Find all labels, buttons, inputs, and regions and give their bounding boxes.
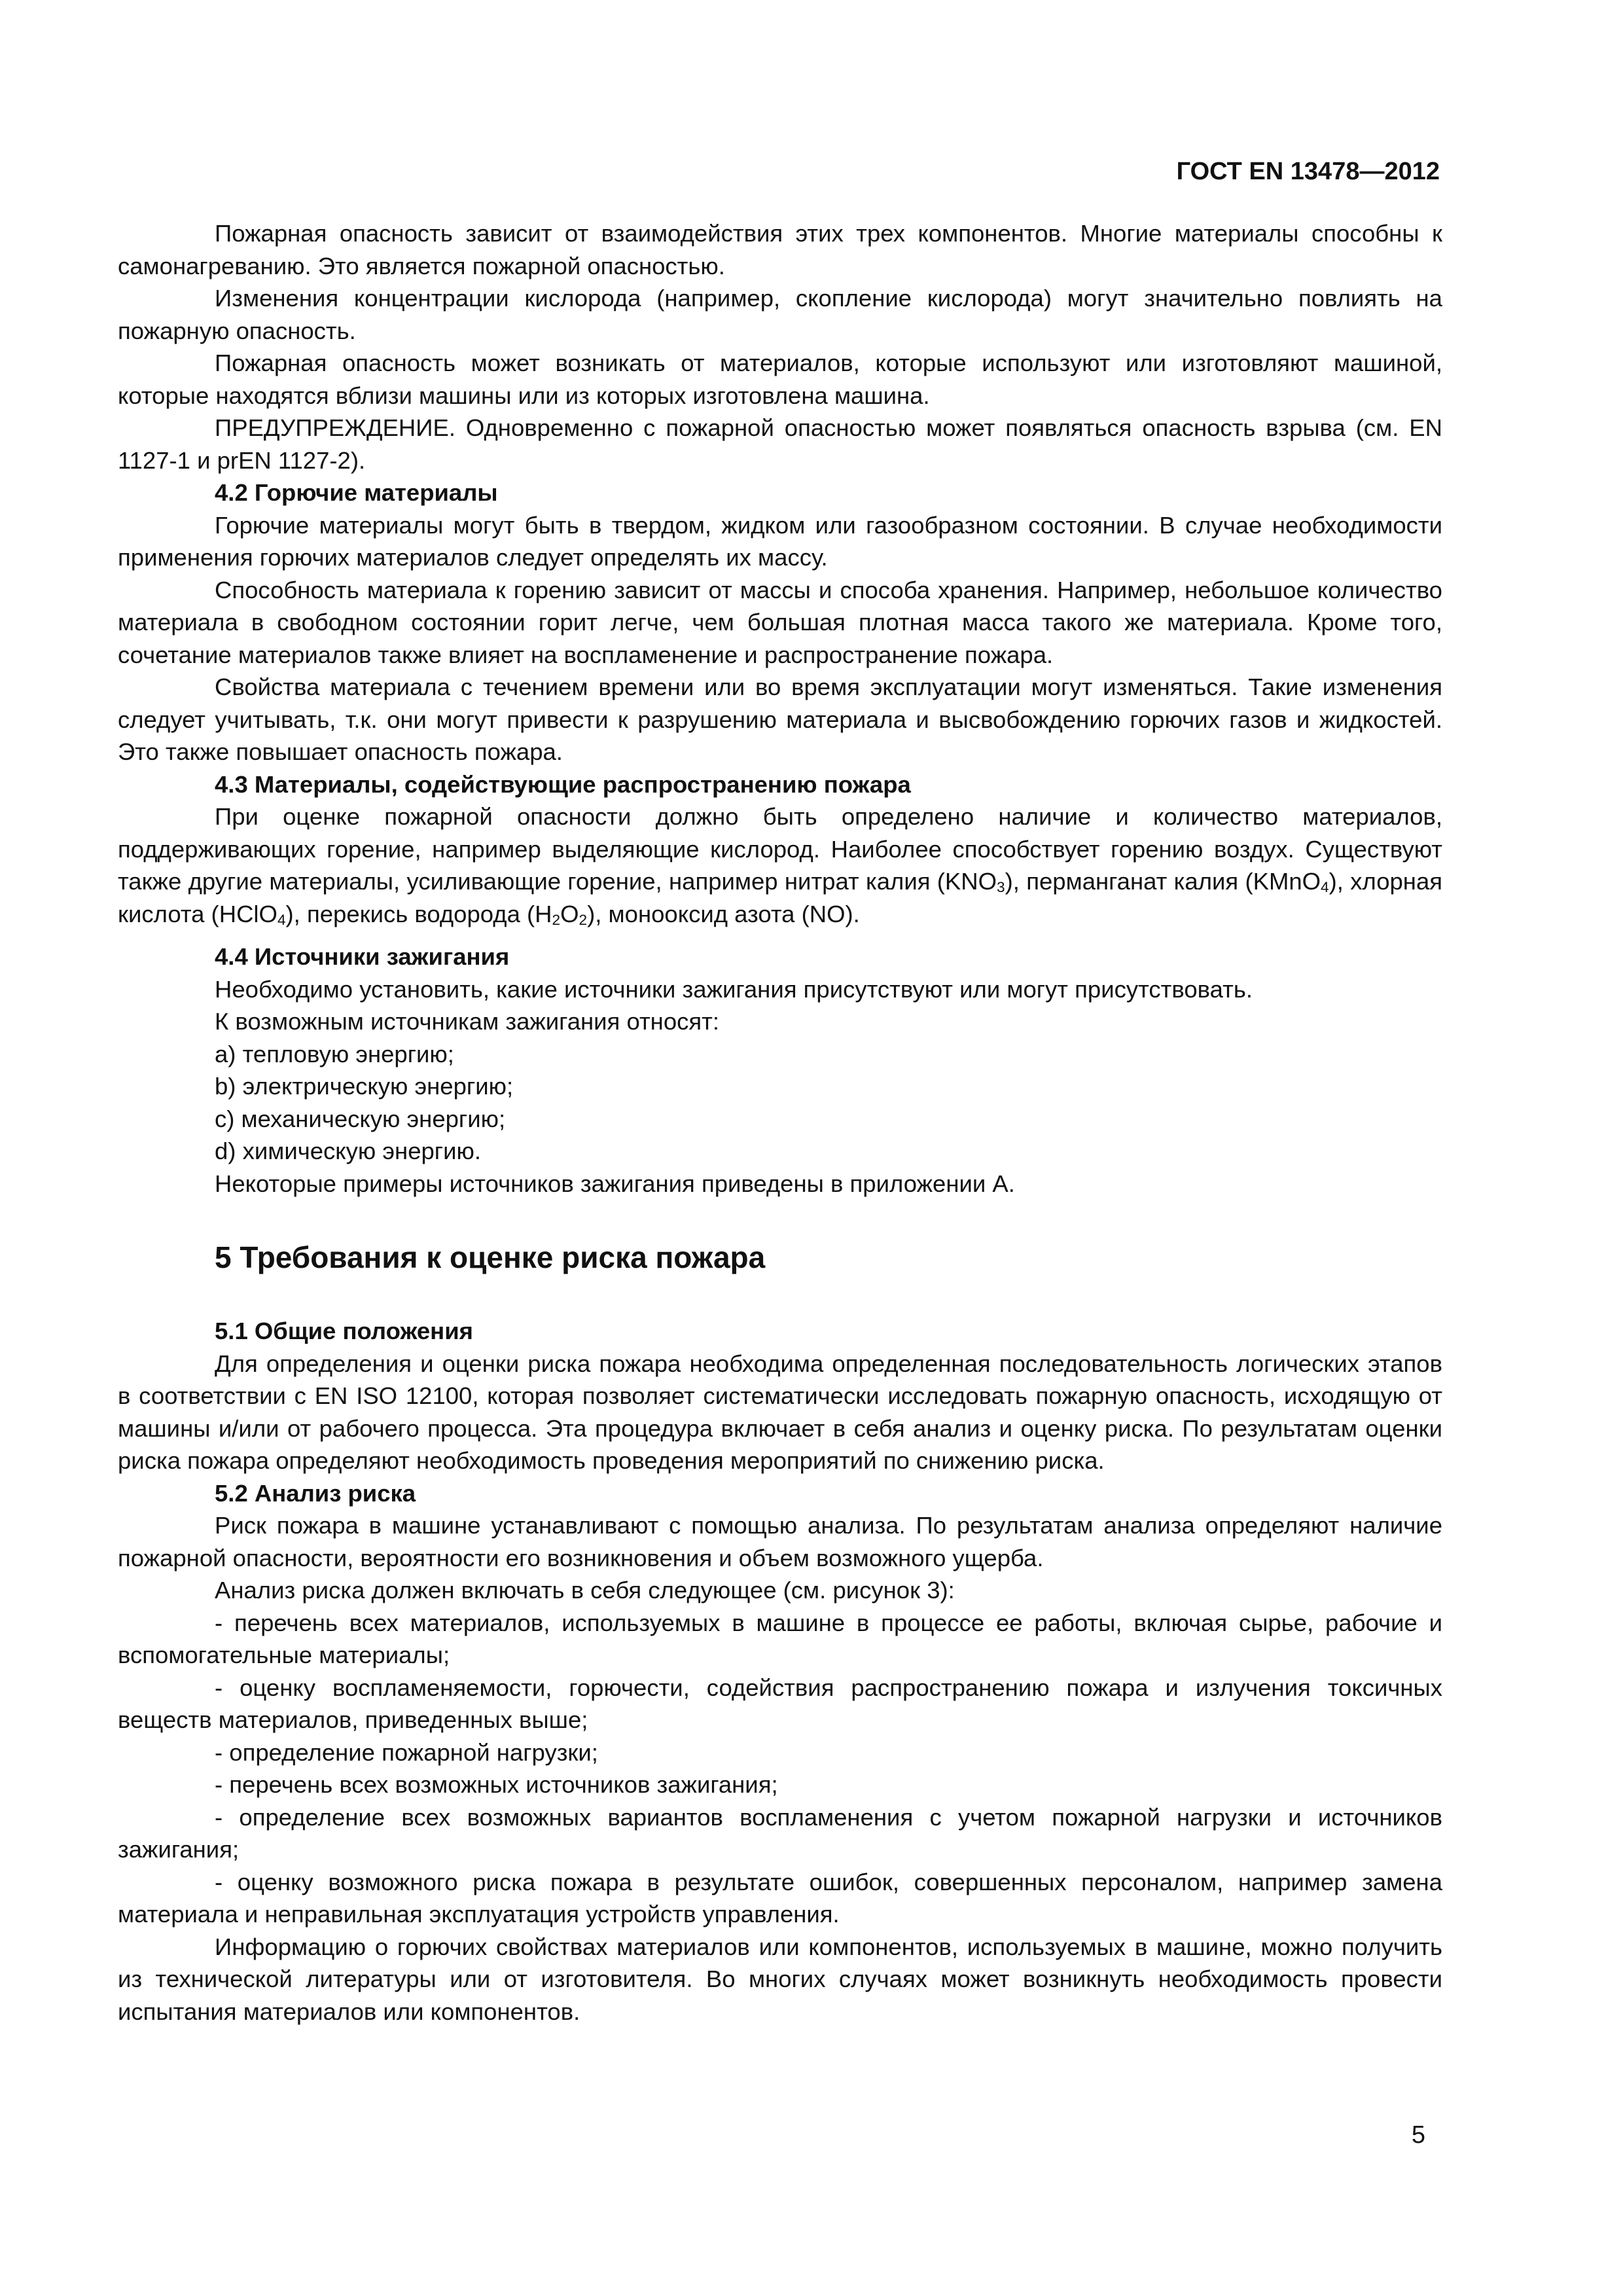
paragraph: Для определения и оценки риска пожара необходима определенная последовательность логических этапов в соответствии с EN ISO 12100, которая позволяет систематически исследовать пожарную опасность, исходящую от машины и/или от рабочего процесса. Эта процедура включает в себя анализ и оценку риска. По результатам оценки риска пожара определяют необходимость проведения мероприятий по снижению риска. <box>118 1350 1442 1474</box>
paragraph: Информацию о горючих свойствах материалов или компонентов, используемых в машине, можно получить из технической литературы или от изготовителя. Во многих случаях может возникнуть необходимость провести испытания материалов или компонентов. <box>118 1933 1442 2025</box>
paragraph: Риск пожара в машине устанавливают с помощью анализа. По результатам анализа определяют наличие пожарной опасности, вероятности его возникновения и объем возможного ущерба. <box>118 1512 1442 1571</box>
list-item: - перечень всех возможных источников зажигания; <box>215 1771 778 1798</box>
page-number: 5 <box>1411 2121 1425 2149</box>
paragraph: Пожарная опасность может возникать от материалов, которые используют или изготовляют машиной, которые находятся вблизи машины или из которых изготовлена машина. <box>118 350 1442 409</box>
paragraph: К возможным источникам зажигания относят: <box>215 1008 719 1035</box>
section-heading-4-3: 4.3 Материалы, содействующие распространению пожара <box>215 770 911 798</box>
paragraph-chemicals: При оценке пожарной опасности должно быть определено наличие и количество материалов, поддерживающих горение, например выделяющие кислород. Наиболее способствует горению воздух. Существуют также другие материалы, усиливающие горение, например нитрат калия $(KNO_3)$, перманганат калия (KMnO$_4$), хлорная кислота (HClO$_4$), перекись водорода $(H_2O_2)$, монооксид азота (NO). <box>118 803 1443 928</box>
paragraph: Пожарная опасность зависит от взаимодействия этих трех компонентов. Многие материалы способны к самонагреванию. Это является пожарной опасностью. <box>118 220 1442 279</box>
section-heading-4-2: 4.2 Горючие материалы <box>215 479 498 506</box>
paragraph: Необходимо установить, какие источники зажигания присутствуют или могут присутствовать. <box>215 975 1253 1003</box>
section-heading-5: 5 Требования к оценке риска пожара <box>215 1240 766 1274</box>
list-item: - оценку возможного риска пожара в результате ошибок, совершенных персоналом, например замена материала и неправильная эксплуатация устройств управления. <box>118 1868 1442 1928</box>
list-item: b) электрическую энергию; <box>215 1073 514 1100</box>
section-heading-5-1: 5.1 Общие положения <box>215 1318 473 1344</box>
paragraph: Свойства материала с течением времени или во время эксплуатации могут изменяться. Такие изменения следует учитывать, т.к. они могут привести к разрушению материала и высвобождению горючих газов и жидкостей. Это также повышает опасность пожара. <box>118 673 1442 765</box>
list-item: - определение пожарной нагрузки; <box>215 1738 598 1766</box>
paragraph: Способность материала к горению зависит от массы и способа хранения. Например, небольшое количество материала в свободном состоянии горит легче, чем большая плотная масса такого же материала. Кроме того, сочетание материалов также влияет на воспламенение и распространение пожара. <box>118 576 1442 668</box>
list-item: a) тепловую энергию; <box>215 1040 454 1067</box>
document-header: ГОСТ EN 13478—2012 <box>1176 158 1440 185</box>
list-item: - оценку воспламеняемости, горючести, содействия распространению пожара и излучения токсичных веществ материалов, приведенных выше; <box>118 1674 1442 1733</box>
list-item: c) механическую энергию; <box>215 1105 506 1132</box>
paragraph: Изменения концентрации кислорода (например, скопление кислорода) могут значительно повлиять на пожарную опасность. <box>118 285 1442 344</box>
section-heading-4-4: 4.4 Источники зажигания <box>215 943 510 970</box>
warning-paragraph: ПРЕДУПРЕЖДЕНИЕ. Одновременно с пожарной опасностью может появляться опасность взрыва (см. EN 1127-1 и prEN 1127-2). <box>118 414 1442 474</box>
list-item: d) химическую энергию. <box>215 1138 482 1164</box>
section-heading-5-2: 5.2 Анализ риска <box>215 1479 416 1507</box>
paragraph: Горючие материалы могут быть в твердом, жидком или газообразном состоянии. В случае необходимости применения горючих материалов следует определять их массу. <box>118 511 1442 571</box>
document-body <box>118 217 1442 2028</box>
list-item: - перечень всех материалов, используемых в машине в процессе ее работы, включая сырье, рабочие и вспомогательные материалы; <box>118 1609 1442 1668</box>
paragraph: Анализ риска должен включать в себя следующее (см. рисунок 3): <box>215 1577 955 1604</box>
paragraph: Некоторые примеры источников зажигания приведены в приложении А. <box>215 1170 1015 1197</box>
list-item: - определение всех возможных вариантов воспламенения с учетом пожарной нагрузки и источников зажигания; <box>118 1803 1442 1863</box>
